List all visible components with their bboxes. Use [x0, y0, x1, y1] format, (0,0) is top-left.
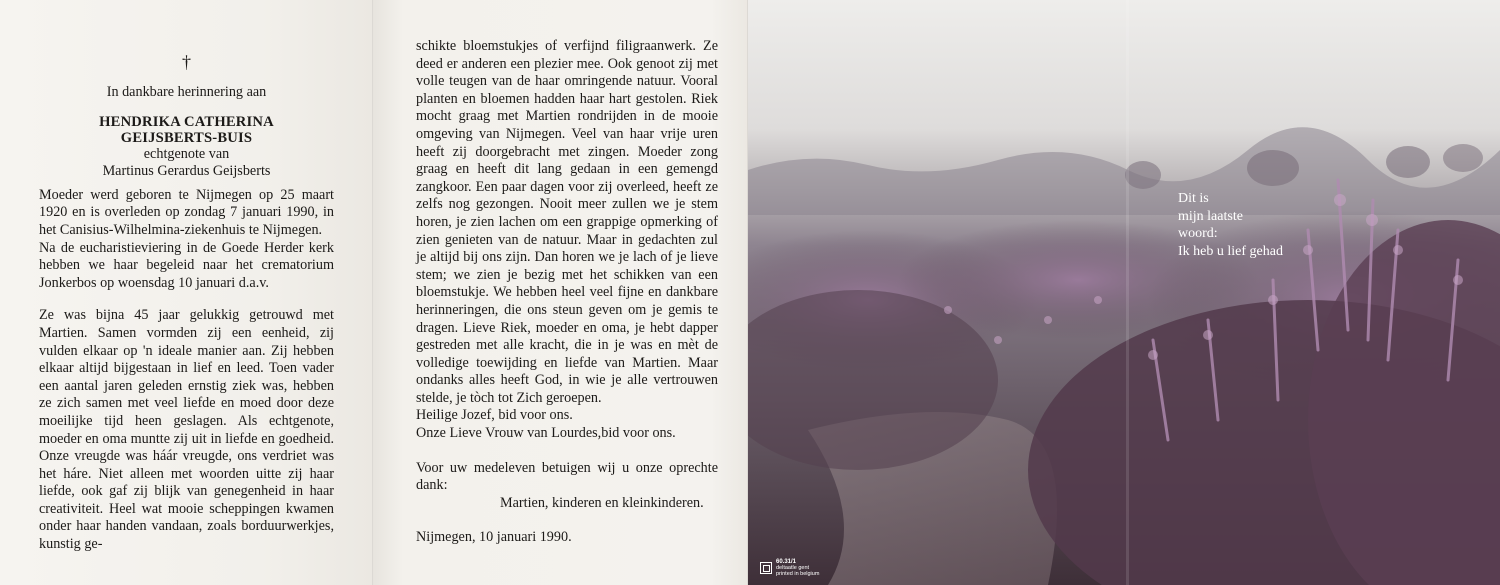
- thanks-line: Voor uw medeleven betuigen wij u onze oprechte dank:: [416, 459, 718, 494]
- ceremony-paragraph: Na de eucharistieviering in de Goede Herder kerk hebben we haar begeleid naar het crematorium Jonkerbos op woensdag 10 januari d.a.v.: [39, 239, 334, 291]
- quote-line-3: woord:: [1178, 226, 1218, 241]
- spouse-label: echtgenote van: [143, 145, 230, 162]
- publisher-name: deltaatle gent: [776, 565, 810, 571]
- quote-text: [1178, 190, 1283, 260]
- middle-page: [373, 0, 748, 585]
- deceased-name-line1: HENDRIKA CATHERINA: [99, 113, 274, 130]
- publisher-badge: [760, 559, 819, 577]
- card-code: 60.31/1: [776, 559, 797, 565]
- place-date: Nijmegen, 10 januari 1990.: [416, 529, 572, 546]
- printed-in: printed in belgium: [776, 571, 820, 577]
- publisher-logo-icon: [760, 562, 772, 574]
- heather-landscape-illustration: [748, 0, 1500, 585]
- left-page: [0, 0, 373, 585]
- publisher-text: [776, 559, 819, 577]
- biography-continued-paragraph: schikte bloemstukjes of verfijnd filigraanwerk. Ze deed er anderen een plezier mee. Ook genoot zij met volle teugen van de haar omringende natuur. Vooral planten en bloemen hadden haar hart gestolen. Riek mocht graag met Martien rondrijden in de mooie omgeving van Nijmegen. Veel van haar vrije uren heeft zij doorgebracht met zingen. Moeder zong graag en heeft dit lang gedaan in een gemengd zangkoor. Een paar dagen voor zij overleed, heeft ze zelfs nog gezongen. Nooit meer zullen we je stem horen, je zien lachen om een grappige opmerking of zien genieten van de natuur. Maar in gedachten zul je altijd bij ons zijn. Dan horen we je lach of je lieve stem; we zien je bezig met het schikken van een bloemstukje. We hebben heel veel fijne en dankbare herinneringen, die ons steun geven om je gemis te dragen. Lieve Riek, moeder en oma, je hebt dapper gestreden met alle kracht, die in je was en mèt de volledige toewijding en liefde van Martien. Maar ondanks alles heeft God, in wie je alle vertrouwen stelde, je tòch tot Zich geroepen.: [416, 38, 718, 406]
- biography-paragraph: Ze was bijna 45 jaar gelukkig getrouwd met Martien. Samen vormden zij een eenheid, zij vulden elkaar op 'n ideale manier aan. Zij hebben elkaar altijd bijgestaan in lief en leed. Toen vader een aantal jaren geleden ernstig ziek was, hebben ze zich samen met veel liefde en moed door deze moeilijke tijd heen geslagen. Als echtgenote, moeder en oma muntte zij uit in liefde en goedheid. Onze vreugde was háár vreugde, ons verdriet was het háre. Niet alleen met woorden uitte zij haar liefde, ook gaf zij blijk van genegenheid in haar creativiteit. Heel wat mooie scheppingen kwamen onder haar handen vandaan, zoals borduurwerkjes, kunstig ge-: [39, 307, 334, 553]
- quote-line-4: Ik heb u lief gehad: [1178, 243, 1283, 259]
- prayer-line-1: Heilige Jozef, bid voor ons.: [416, 407, 573, 424]
- prayer-line-2: Onze Lieve Vrouw van Lourdes,bid voor ons.: [416, 425, 676, 442]
- deceased-name-line2: GEIJSBERTS-BUIS: [120, 129, 253, 146]
- left-column: [39, 0, 334, 554]
- heather-photo: [748, 0, 1500, 585]
- family-signature: Martien, kinderen en kleinkinderen.: [500, 494, 704, 511]
- birth-death-paragraph: Moeder werd geboren te Nijmegen op 25 maart 1920 en is overleden op zondag 7 januari 1990, in het Canisius-Wilhelmina-ziekenhuis te Nijmegen.: [39, 186, 334, 238]
- quote-line-1: Dit is: [1178, 191, 1209, 206]
- spouse-name: Martinus Gerardus Geijsberts: [102, 163, 271, 180]
- middle-column: [416, 38, 718, 547]
- cross-icon: †: [182, 52, 191, 72]
- quote-line-2: mijn laatste: [1178, 208, 1243, 224]
- intro-line: In dankbare herinnering aan: [106, 84, 267, 100]
